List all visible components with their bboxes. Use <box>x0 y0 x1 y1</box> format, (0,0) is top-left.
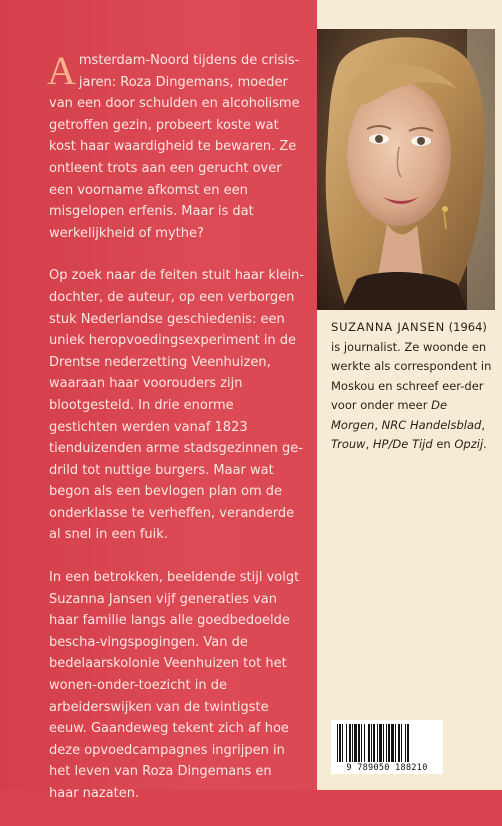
barcode-bar <box>383 724 384 762</box>
barcode-bar <box>346 724 347 762</box>
barcode-bar <box>358 724 360 762</box>
blurb-text <box>49 50 305 826</box>
blurb-paragraph-1 <box>49 50 305 244</box>
publication-5: Opzij <box>454 437 484 451</box>
barcode-bar <box>339 724 341 762</box>
publication-1: De Morgen <box>331 398 448 432</box>
dropcap-letter: A <box>47 48 76 93</box>
barcode-bar <box>368 724 370 762</box>
author-photo <box>317 29 495 310</box>
barcode-bar <box>361 724 362 762</box>
barcode-bar <box>342 724 343 762</box>
barcode-bar <box>391 724 394 762</box>
author-bio: SUZANNA JANSEN (1964) is journalist. Ze woonde en werkte als correspondent in Moskou en schreef eer-der voor onder meer De Morgen, NRC Handelsblad, Trouw, HP/De Tijd en Opzij. <box>331 320 492 451</box>
barcode-bars <box>337 724 437 762</box>
blurb-paragraph-2: Op zoek naar de feiten stuit haar klein-dochter, de auteur, op een verborgen stuk Nederlandse geschiedenis: een uniek heropvoedingsexperiment in de Drentse nederzetting Veenhuizen, waaraan haar voorouders zijn blootgesteld. In drie enorme gestichten werden vanaf 1823 tienduizenden arme stadsgezinnen ge-drild tot nuttige burgers. Maar wat begon als een bevlogen plan om de onderklasse te verheffen, veranderde al snel in een fuik. <box>49 268 305 543</box>
barcode-bar <box>364 724 365 762</box>
barcode-bar <box>371 724 372 762</box>
barcode-bar <box>352 724 353 762</box>
barcode-number: 9 789050 188210 <box>346 763 428 773</box>
blurb-paragraph-3: In een betrokken, beeldende stijl volgt Suzanna Jansen vijf generaties van haar familie langs alle goedbedoelde bescha-vingspogingen. Van de bedelaarskolonie Veenhuizen tot het wonen-onder-toezicht in de arbeiderswijken van de twintigste eeuw. Gaandeweg tekent zich af hoe deze opvoedcampagnes ingrijpen in het leven van Roza Dingemans en haar nazaten. <box>49 570 300 801</box>
barcode-bar <box>401 724 402 762</box>
barcode-bar <box>386 724 387 762</box>
barcode-bar <box>395 724 396 762</box>
author-name: SUZANNA JANSEN <box>331 320 446 334</box>
barcode-bar <box>388 724 390 762</box>
barcode-bar <box>377 724 378 762</box>
author-portrait-image <box>317 29 495 310</box>
isbn-barcode <box>331 720 443 774</box>
barcode-bar <box>373 724 375 762</box>
publication-3: Trouw <box>331 437 366 451</box>
barcode-bar <box>349 724 351 762</box>
barcode-bar <box>379 724 382 762</box>
conjunction: en <box>436 437 451 451</box>
publication-2: NRC Handelsblad <box>381 417 482 432</box>
barcode-bar <box>405 724 406 762</box>
barcode-bar <box>354 724 357 762</box>
barcode-bar <box>398 724 400 762</box>
barcode-bar <box>337 724 338 762</box>
barcode-bar <box>407 724 409 762</box>
blurb-paragraph-1-text: msterdam-Noord tijdens de crisis-jaren: Roza Dingemans, moeder van een door schulden en alcoholisme getroffen gezin, probeert koste wat kost haar waardigheid te bewaren. Ze ontleent trots aan een gerucht over een voorname afkomst en een misgelopen erfenis. Maar is dat werkelijkheid of mythe? <box>49 53 300 241</box>
publication-4: HP/De Tijd <box>372 437 433 451</box>
author-bio-text: (1964) is journalist. Ze woonde en werkte als correspondent in Moskou en schreef eer-der voor onder meer <box>331 320 492 412</box>
